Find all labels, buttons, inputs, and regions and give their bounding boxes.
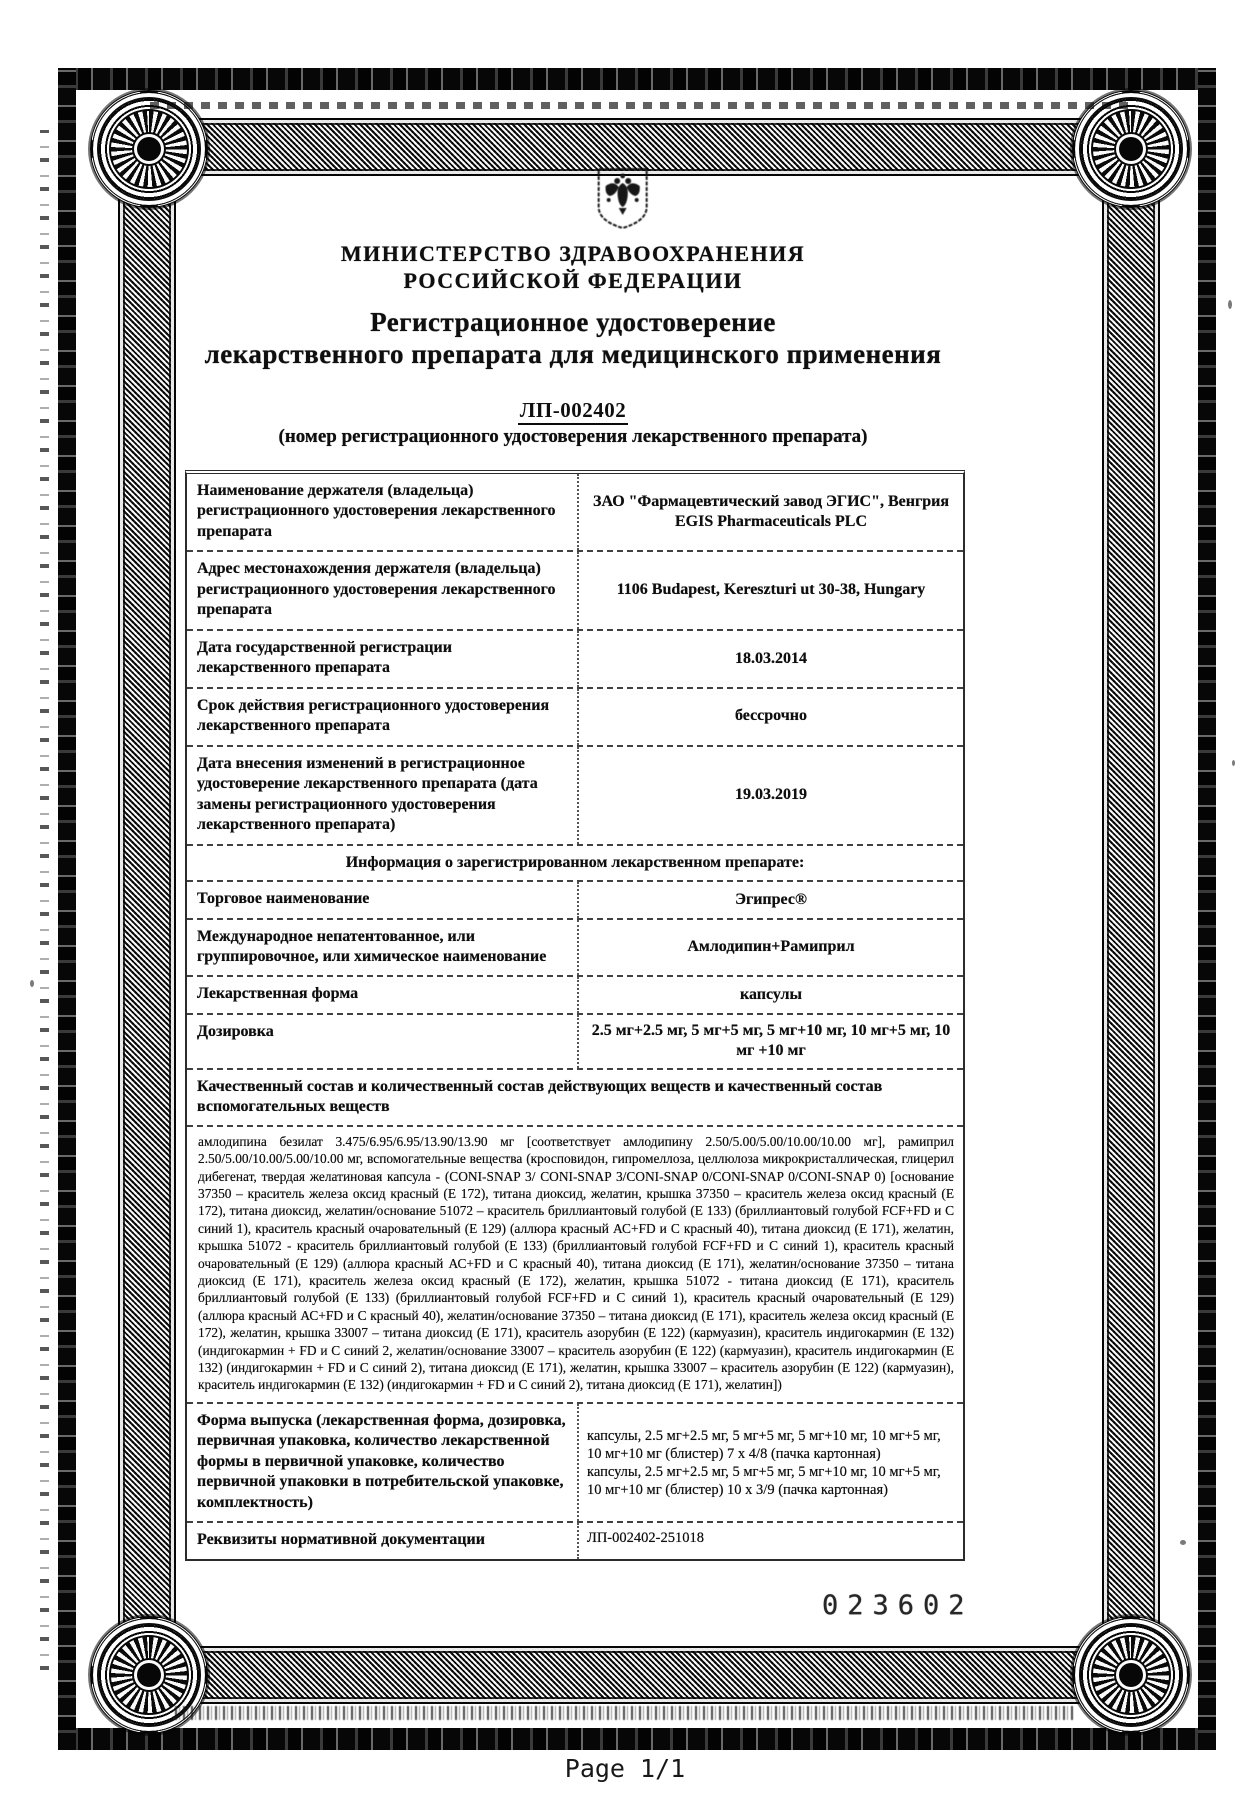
row-label: Международное непатентованное, или группировочное, или химическое наименование (197, 927, 547, 965)
table-row-holder-name (187, 474, 963, 550)
row-label: Лекарственная форма (197, 985, 359, 1003)
row-label: Реквизиты нормативной документации (197, 1531, 485, 1549)
microprint-line (175, 1706, 1075, 1720)
table-row-trade-name (187, 880, 963, 917)
scan-noise-top (150, 102, 1130, 109)
table-composition-body: амлодипина безилат 3.475/6.95/6.95/13.90/13.90 мг [соответствует амлодипину 2.50/5.00/5.00/10.00/10.00 мг], рамиприл 2.50/5.00/10.00/5.00/10.00 мг, вспомогательные вещества (кросповидон, гипромеллоза, целлюлоза микрокристаллическая, глицерил дибегенат, твердая желатиновая капсула - (CONI-SNAP 3/ CONI-SNAP 3/CONI-SNAP 0/CONI-SNAP 0/CONI-SNAP 0) [основание 37350 – краситель железа оксид красный (Е 172), титана диоксид, желатин, крышка 37350 – краситель железа оксид красный (Е 172), титана диоксид, желатин/основание 51072 – краситель бриллиантовый голубой (Е 133) (бриллиантовый голубой FCF+FD и С синий 1), краситель красный очаровательный (Е 129) (аллюра красный АС+FD и С красный 40), титана диоксид (Е 171), желатин, крышка 51072 - краситель бриллиантовый голубой (Е 133) (бриллиантовый голубой FCF+FD и С синий 1), краситель красный очаровательный (Е 129) (аллюра красный АС+FD и С красный 40), титана диоксид (Е 171), желатин/основание 37350 – титана диоксид (Е 171), краситель железа оксид красный (Е 172), желатин, крышка 51072 - титана диоксид (Е 171), краситель бриллиантовый голубой (Е 133) (бриллиантовый голубой FCF+FD и С синий 1), краситель красный очаровательный (Е 129) (аллюра красный АС+FD и С красный 40), желатин/основание 37350 – титана диоксид (Е 171), краситель железа оксид красный (Е 172), желатин, крышка 33007 – титана диоксид (Е 171), краситель азорубин (Е 122) (кармуазин), краситель индигокармин (Е 132) (индигокармин + FD и С синий 2, желатин/основание 33007 – краситель азорубин (Е 122) (кармуазин), краситель индигокармин (Е 132) (индигокармин + FD и С синий 2), титана диоксид (Е 171), желатин, крышка 33007 – краситель азорубин (Е 122) (кармуазин), краситель индигокармин (Е 132) (индигокармин + FD и С синий 2), титана диоксид (Е 171), желатин]) (187, 1125, 963, 1402)
scan-speck (1180, 1540, 1186, 1545)
scan-noise-left (40, 130, 49, 1670)
scan-speck (1232, 760, 1235, 766)
row-label: Дата внесения изменений в регистрационное удостоверение лекарственного препарата (дата замены регистрационного удостоверения лекарственного препарата) (197, 754, 538, 834)
row-label: Форма выпуска (лекарственная форма, дозировка, первичная упаковка, количество лекарственной формы в первичной упаковке, количество первичной упаковки в потребительской упаковке, комплектность) (197, 1411, 566, 1511)
table-row-release-form (187, 1402, 963, 1521)
ministry-name (185, 240, 961, 294)
row-value: 1106 Budapest, Kereszturi ut 30-38, Hungary (577, 552, 963, 628)
table-row-validity (187, 687, 963, 745)
row-value: капсулы, 2.5 мг+2.5 мг, 5 мг+5 мг, 5 мг+10 мг, 10 мг+5 мг, 10 мг+10 мг (блистер) 7 х 4/8 (пачка картонная) капсулы, 2.5 мг+2.5 мг, 5 мг+5 мг, 5 мг+10 мг, 10 мг+5 мг, 10 мг+10 мг (блистер) 10 х 3/9 (пачка картонная) (577, 1404, 963, 1521)
row-label: Дозировка (197, 1022, 274, 1040)
ornate-frame-right (1102, 146, 1160, 1676)
table-composition-header: Качественный состав и количественный состав действующих веществ и качественный состав вспомогательных веществ (187, 1068, 963, 1125)
row-label: Наименование держателя (владельца) регистрационного удостоверения лекарственного препарата (197, 482, 556, 540)
row-value: 19.03.2019 (577, 747, 963, 844)
ministry-line2: РОССИЙСКОЙ ФЕДЕРАЦИИ (403, 268, 743, 293)
row-label: Срок действия регистрационного удостоверения лекарственного препарата (197, 696, 550, 735)
table-row-dosage (187, 1013, 963, 1068)
table-row-dosage-form (187, 975, 963, 1012)
table-row-registration-date (187, 629, 963, 687)
table-row-inn (187, 918, 963, 976)
row-label: Дата государственной регистрации лекарственного препарата (197, 638, 452, 677)
table-section-header: Информация о зарегистрированном лекарственном препарате: (187, 844, 963, 880)
row-label: Торговое наименование (197, 890, 370, 908)
row-value: бессрочно (577, 689, 963, 745)
registration-number: ЛП-002402 (185, 398, 961, 423)
document-title-line1: Регистрационное удостоверение (370, 307, 776, 337)
russia-coat-of-arms-icon (594, 166, 652, 237)
form-serial-number: 023602 (822, 1590, 974, 1621)
ornate-frame-bottom (146, 1646, 1132, 1704)
row-label: Адрес местонахождения держателя (владельца) регистрационного удостоверения лекарственного препарата (197, 560, 556, 619)
outer-border-left (58, 68, 76, 1750)
row-value: Амлодипин+Рамиприл (577, 920, 963, 976)
row-value: ЗАО "Фармацевтический завод ЭГИС", Венгрия EGIS Pharmaceuticals PLC (577, 474, 963, 550)
registration-details-table (185, 470, 965, 1561)
table-row-amendment-date (187, 745, 963, 844)
row-value: 18.03.2014 (577, 631, 963, 687)
document-title-line2: лекарственного препарата для медицинского применения (204, 339, 942, 369)
row-value: Эгипрес® (577, 882, 963, 917)
outer-border-top (58, 68, 1216, 90)
table-row-normative-docs (187, 1521, 963, 1558)
page-indicator: Page 1/1 (564, 1754, 686, 1783)
row-value: капсулы (577, 977, 963, 1012)
outer-border-right (1198, 68, 1216, 1750)
ornate-frame-left (118, 146, 176, 1676)
outer-border-bottom (58, 1728, 1216, 1750)
document-title (185, 306, 961, 370)
scan-speck (1228, 300, 1232, 309)
scan-speck (30, 980, 34, 987)
row-value: ЛП-002402-251018 (577, 1523, 963, 1558)
ministry-line1: МИНИСТЕРСТВО ЗДРАВООХРАНЕНИЯ (340, 241, 806, 266)
row-value: 2.5 мг+2.5 мг, 5 мг+5 мг, 5 мг+10 мг, 10 мг+5 мг, 10 мг +10 мг (577, 1015, 963, 1068)
table-row-holder-address (187, 550, 963, 628)
registration-number-caption: (номер регистрационного удостоверения лекарственного препарата) (278, 426, 868, 447)
corner-rosette-bottom-right (1072, 1616, 1190, 1734)
